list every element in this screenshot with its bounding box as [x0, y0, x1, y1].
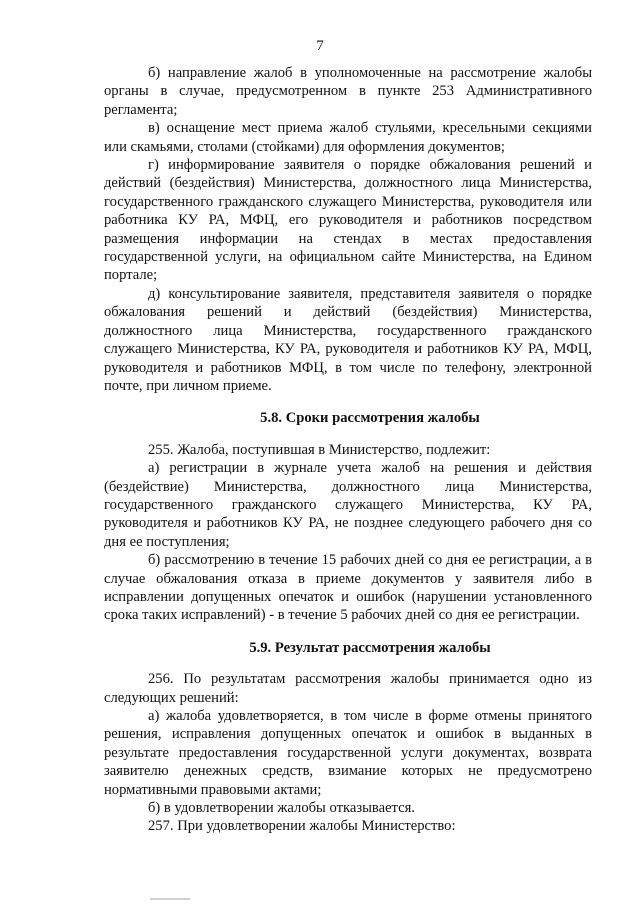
- page-number: 7: [316, 38, 324, 54]
- section-heading-5-9: 5.9. Результат рассмотрения жалобы: [249, 639, 491, 656]
- paragraph-255-intro: 255. Жалоба, поступившая в Министерство, подлежит:: [148, 441, 491, 458]
- scan-edge-mark: [150, 898, 190, 904]
- paragraph-256-a-satisfied: а) жалоба удовлетворяется, в том числе в форме отмены принятого решения, исправления допущенных опечаток и ошибок в выданных в результате предоставления государственной услуги документах, возврата заявителю денежных средств, взимание которых не предусмотрено нормативными правовыми актами;: [104, 708, 592, 798]
- paragraph-v-reception-equipment: в) оснащение мест приема жалоб стульями, кресельными секциями или скамьями, столами (стойками) для оформления документов;: [104, 120, 592, 155]
- paragraph-255-b-review-period: б) рассмотрению в течение 15 рабочих дней со дня ее регистрации, а в случае обжалования отказа в приеме документов у заявителя либо в исправлении допущенных опечаток и ошибок (нарушении установленного срока таких исправлений) - в течение 5 рабочих дней со дня ее регистрации.: [104, 552, 592, 624]
- section-heading-5-8: 5.8. Сроки рассмотрения жалобы: [260, 410, 480, 427]
- paragraph-d-consulting-applicant: д) консультирование заявителя, представителя заявителя о порядке обжалования решений и действий (бездействия) Министерства, должностного лица Министерства, государственного гражданского служащего Министерства, КУ РА, руководителя и работников КУ РА, МФЦ, руководителя и работников МФЦ, в том числе по телефону, электронной почте, при личном приеме.: [104, 285, 592, 394]
- paragraph-g-informing-applicant: г) информирование заявителя о порядке обжалования решений и действий (бездействия) Министерства, должностного лица Министерства, государственного гражданского служащего Министерства, руководителя или работника КУ РА, МФЦ, его руководителя и работников посредством размещения информации на стендах в местах предоставления государственной услуги, на официальном сайте Министерства, на Едином портале;: [104, 157, 592, 284]
- paragraph-256-intro: 256. По результатам рассмотрения жалобы принимается одно из следующих решений:: [104, 671, 592, 706]
- paragraph-255-a-registration: а) регистрации в журнале учета жалоб на решения и действия (бездействие) Министерства, должностного лица Министерства, государственного гражданского служащего Министерства, КУ РА, руководителя и работников КУ РА, не позднее следующего рабочего дня со дня ее поступления;: [104, 460, 592, 550]
- paragraph-257-intro: 257. При удовлетворении жалобы Министерство:: [148, 818, 456, 835]
- document-body: [104, 64, 592, 836]
- paragraph-b-complaint-routing: б) направление жалоб в уполномоченные на рассмотрение жалобы органы в случае, предусмотренном в пункте 253 Административного регламента;: [104, 65, 592, 118]
- paragraph-256-b-refused: б) в удовлетворении жалобы отказывается.: [148, 800, 415, 817]
